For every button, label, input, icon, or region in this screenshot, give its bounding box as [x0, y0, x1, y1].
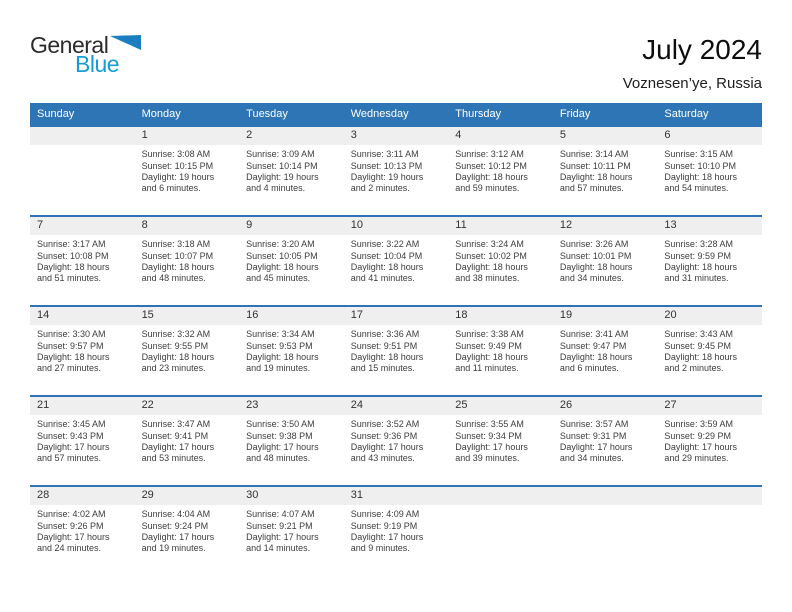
- day-cell-15: [135, 307, 240, 395]
- day-details: [553, 415, 658, 465]
- weekday-header-row: [30, 103, 762, 125]
- daylight-text: Daylight: 18 hours: [664, 352, 737, 362]
- day-details: [30, 505, 135, 555]
- day-details: [448, 235, 553, 285]
- sunrise-text: Sunrise: 3:34 AM: [246, 329, 315, 340]
- daylight-text: Daylight: 18 hours: [455, 352, 528, 362]
- day-cell-18: [448, 307, 553, 395]
- daylight-text: Daylight: 17 hours: [350, 442, 424, 452]
- sunset-text: Sunset: 10:15 PM: [141, 160, 214, 171]
- sunset-text: Sunset: 10:14 PM: [246, 160, 318, 171]
- day-details: [448, 415, 553, 465]
- day-cell-27: [657, 397, 762, 485]
- day-details: [657, 505, 762, 509]
- daylight-text: Daylight: 17 hours: [350, 532, 424, 542]
- day-cell-16: [239, 307, 344, 395]
- day-details: [239, 415, 344, 465]
- sunset-text: Sunset: 10:07 PM: [141, 250, 214, 261]
- daylight-text: and 53 minutes.: [141, 453, 206, 464]
- day-cell-11: [448, 217, 553, 305]
- sunset-text: Sunset: 9:34 PM: [455, 430, 522, 441]
- sunrise-text: Sunrise: 3:36 AM: [350, 329, 420, 340]
- day-cell-empty: [30, 127, 135, 215]
- daylight-text: and 31 minutes.: [664, 273, 729, 284]
- daylight-text: Daylight: 18 hours: [664, 262, 737, 272]
- daylight-text: and 27 minutes.: [37, 363, 102, 374]
- sunrise-text: Sunrise: 3:09 AM: [246, 149, 315, 160]
- day-details: [657, 145, 762, 195]
- day-details: [135, 145, 240, 195]
- weekday-header-sunday: Sunday: [37, 108, 75, 121]
- daylight-text: and 24 minutes.: [37, 543, 102, 554]
- sunset-text: Sunset: 9:29 PM: [664, 430, 731, 441]
- day-cell-14: [30, 307, 135, 395]
- day-cell-31: [344, 487, 449, 575]
- weekday-header-friday: Friday: [559, 108, 591, 121]
- day-details: [657, 415, 762, 465]
- day-cell-3: [344, 127, 449, 215]
- sunset-text: Sunset: 9:36 PM: [350, 430, 418, 441]
- daylight-text: and 34 minutes.: [559, 273, 624, 284]
- sunset-text: Sunset: 10:04 PM: [350, 250, 423, 261]
- day-cell-9: [239, 217, 344, 305]
- daylight-text: Daylight: 17 hours: [455, 442, 528, 452]
- day-cell-19: [553, 307, 658, 395]
- day-details: [239, 235, 344, 285]
- sunset-text: Sunset: 10:10 PM: [664, 160, 736, 171]
- day-details: [239, 325, 344, 375]
- page-subtitle: Voznesen’ye, Russia: [622, 75, 762, 93]
- day-number: 26: [553, 397, 658, 415]
- daylight-text: Daylight: 18 hours: [246, 352, 319, 362]
- day-cell-10: [344, 217, 449, 305]
- daylight-text: and 19 minutes.: [141, 543, 206, 554]
- day-number: 14: [30, 307, 135, 325]
- day-number: 22: [135, 397, 240, 415]
- daylight-text: and 11 minutes.: [455, 363, 519, 374]
- day-cell-22: [135, 397, 240, 485]
- sunrise-text: Sunrise: 3:32 AM: [141, 329, 211, 340]
- daylight-text: and 19 minutes.: [246, 363, 311, 374]
- daylight-text: and 15 minutes.: [350, 363, 415, 374]
- day-number: 20: [657, 307, 762, 325]
- weekday-header-thursday: Thursday: [455, 108, 502, 121]
- sunset-text: Sunset: 9:47 PM: [559, 340, 627, 351]
- daylight-text: and 57 minutes.: [37, 453, 102, 464]
- day-cell-4: [448, 127, 553, 215]
- sunrise-text: Sunrise: 3:15 AM: [664, 149, 733, 160]
- weekday-header-monday: Monday: [141, 108, 181, 121]
- day-details: [344, 235, 449, 285]
- day-cell-30: [239, 487, 344, 575]
- day-cell-20: [657, 307, 762, 395]
- general-blue-logo: [30, 34, 141, 76]
- sunrise-text: Sunrise: 3:11 AM: [350, 149, 419, 160]
- sunrise-text: Sunrise: 3:20 AM: [246, 239, 315, 250]
- day-cell-6: [657, 127, 762, 215]
- title-block: [623, 34, 762, 92]
- sunset-text: Sunset: 9:19 PM: [350, 520, 418, 531]
- daylight-text: and 41 minutes.: [350, 273, 415, 284]
- sunrise-text: Sunrise: 3:26 AM: [559, 239, 629, 250]
- sunrise-text: Sunrise: 3:12 AM: [455, 149, 524, 160]
- day-number: 31: [344, 487, 449, 505]
- sunset-text: Sunset: 9:55 PM: [141, 340, 209, 351]
- day-number: [553, 487, 658, 505]
- daylight-text: and 39 minutes.: [455, 453, 520, 464]
- sunset-text: Sunset: 10:05 PM: [246, 250, 318, 261]
- day-details: [657, 235, 762, 285]
- day-number: 15: [135, 307, 240, 325]
- day-cell-5: [553, 127, 658, 215]
- day-number: 7: [30, 217, 135, 235]
- day-cell-17: [344, 307, 449, 395]
- daylight-text: Daylight: 17 hours: [37, 442, 110, 452]
- day-details: [553, 505, 658, 509]
- day-number: 27: [657, 397, 762, 415]
- day-number: 16: [239, 307, 344, 325]
- day-details: [344, 415, 449, 465]
- day-number: 18: [448, 307, 553, 325]
- sunset-text: Sunset: 10:02 PM: [455, 250, 527, 261]
- day-number: 29: [135, 487, 240, 505]
- daylight-text: Daylight: 18 hours: [37, 352, 110, 362]
- sunset-text: Sunset: 9:53 PM: [246, 340, 313, 351]
- weekday-header-saturday: Saturday: [664, 108, 709, 121]
- day-details: [135, 415, 240, 465]
- calendar-table: [30, 103, 762, 575]
- day-details: [344, 325, 449, 375]
- day-number: [30, 127, 135, 145]
- weekday-header-wednesday: Wednesday: [350, 108, 409, 121]
- daylight-text: Daylight: 17 hours: [141, 532, 215, 542]
- day-number: 13: [657, 217, 762, 235]
- day-cell-29: [135, 487, 240, 575]
- day-number: 24: [344, 397, 449, 415]
- day-cell-2: [239, 127, 344, 215]
- logo-triangle-icon: [110, 35, 141, 51]
- day-cell-21: [30, 397, 135, 485]
- daylight-text: and 34 minutes.: [559, 453, 624, 464]
- daylight-text: and 6 minutes.: [141, 183, 201, 194]
- daylight-text: and 48 minutes.: [141, 273, 206, 284]
- weekday-header-tuesday: Tuesday: [246, 108, 288, 121]
- day-cell-23: [239, 397, 344, 485]
- daylight-text: Daylight: 17 hours: [141, 442, 215, 452]
- day-details: [135, 505, 240, 555]
- day-cell-empty: [448, 487, 553, 575]
- sunrise-text: Sunrise: 3:28 AM: [664, 239, 733, 250]
- week-row-1: [30, 125, 762, 215]
- daylight-text: and 29 minutes.: [664, 453, 729, 464]
- daylight-text: Daylight: 18 hours: [559, 352, 633, 362]
- daylight-text: Daylight: 18 hours: [141, 352, 215, 362]
- page-title: July 2024: [642, 34, 762, 65]
- day-number: 17: [344, 307, 449, 325]
- day-details: [344, 505, 449, 555]
- day-number: 2: [239, 127, 344, 145]
- day-number: 28: [30, 487, 135, 505]
- day-number: 6: [657, 127, 762, 145]
- daylight-text: Daylight: 18 hours: [664, 172, 737, 182]
- day-number: 11: [448, 217, 553, 235]
- sunrise-text: Sunrise: 3:18 AM: [141, 239, 211, 250]
- daylight-text: Daylight: 17 hours: [559, 442, 633, 452]
- daylight-text: Daylight: 19 hours: [350, 172, 424, 182]
- sunset-text: Sunset: 9:59 PM: [664, 250, 731, 261]
- sunset-text: Sunset: 9:43 PM: [37, 430, 104, 441]
- day-details: [448, 145, 553, 195]
- sunrise-text: Sunrise: 3:57 AM: [559, 419, 629, 430]
- sunset-text: Sunset: 9:51 PM: [350, 340, 418, 351]
- day-details: [553, 235, 658, 285]
- day-number: 25: [448, 397, 553, 415]
- daylight-text: Daylight: 18 hours: [246, 262, 319, 272]
- day-cell-25: [448, 397, 553, 485]
- day-details: [30, 235, 135, 285]
- daylight-text: Daylight: 18 hours: [455, 262, 528, 272]
- day-cell-empty: [657, 487, 762, 575]
- sunset-text: Sunset: 9:45 PM: [664, 340, 731, 351]
- sunset-text: Sunset: 10:12 PM: [455, 160, 527, 171]
- daylight-text: and 38 minutes.: [455, 273, 520, 284]
- sunset-text: Sunset: 9:41 PM: [141, 430, 209, 441]
- sunrise-text: Sunrise: 4:07 AM: [246, 509, 315, 520]
- daylight-text: and 57 minutes.: [559, 183, 624, 194]
- week-row-3: [30, 305, 762, 395]
- day-details: [448, 325, 553, 375]
- day-details: [553, 145, 658, 195]
- sunrise-text: Sunrise: 3:47 AM: [141, 419, 211, 430]
- sunrise-text: Sunrise: 4:04 AM: [141, 509, 211, 520]
- day-number: 1: [135, 127, 240, 145]
- daylight-text: Daylight: 17 hours: [664, 442, 737, 452]
- daylight-text: and 14 minutes.: [246, 543, 311, 554]
- sunrise-text: Sunrise: 3:22 AM: [350, 239, 420, 250]
- daylight-text: Daylight: 18 hours: [141, 262, 215, 272]
- logo-text-general: General: [30, 32, 109, 58]
- day-number: 3: [344, 127, 449, 145]
- day-cell-7: [30, 217, 135, 305]
- sunset-text: Sunset: 10:01 PM: [559, 250, 632, 261]
- daylight-text: Daylight: 17 hours: [246, 532, 319, 542]
- sunrise-text: Sunrise: 3:17 AM: [37, 239, 106, 250]
- day-details: [448, 505, 553, 509]
- day-cell-1: [135, 127, 240, 215]
- daylight-text: and 59 minutes.: [455, 183, 520, 194]
- day-number: 8: [135, 217, 240, 235]
- day-number: 10: [344, 217, 449, 235]
- sunset-text: Sunset: 9:57 PM: [37, 340, 104, 351]
- day-details: [657, 325, 762, 375]
- top-bar: [0, 0, 792, 92]
- daylight-text: and 2 minutes.: [664, 363, 724, 374]
- day-cell-28: [30, 487, 135, 575]
- daylight-text: and 4 minutes.: [246, 183, 306, 194]
- sunrise-text: Sunrise: 3:24 AM: [455, 239, 524, 250]
- sunrise-text: Sunrise: 3:43 AM: [664, 329, 733, 340]
- day-cell-24: [344, 397, 449, 485]
- day-details: [135, 325, 240, 375]
- daylight-text: and 51 minutes.: [37, 273, 102, 284]
- day-number: 12: [553, 217, 658, 235]
- sunrise-text: Sunrise: 3:45 AM: [37, 419, 106, 430]
- daylight-text: Daylight: 18 hours: [455, 172, 528, 182]
- daylight-text: Daylight: 18 hours: [350, 262, 424, 272]
- sunset-text: Sunset: 10:13 PM: [350, 160, 423, 171]
- day-cell-26: [553, 397, 658, 485]
- sunrise-text: Sunrise: 3:59 AM: [664, 419, 733, 430]
- logo-text-blue: Blue: [75, 51, 120, 77]
- daylight-text: Daylight: 19 hours: [141, 172, 215, 182]
- sunset-text: Sunset: 9:38 PM: [246, 430, 313, 441]
- day-details: [135, 235, 240, 285]
- sunrise-text: Sunrise: 3:14 AM: [559, 149, 629, 160]
- sunrise-text: Sunrise: 4:09 AM: [350, 509, 420, 520]
- day-number: [448, 487, 553, 505]
- day-details: [30, 415, 135, 465]
- day-details: [239, 145, 344, 195]
- day-number: 9: [239, 217, 344, 235]
- sunrise-text: Sunrise: 3:50 AM: [246, 419, 315, 430]
- daylight-text: and 6 minutes.: [559, 363, 619, 374]
- day-number: 19: [553, 307, 658, 325]
- daylight-text: and 2 minutes.: [350, 183, 410, 194]
- sunset-text: Sunset: 9:24 PM: [141, 520, 209, 531]
- daylight-text: Daylight: 18 hours: [350, 352, 424, 362]
- daylight-text: and 23 minutes.: [141, 363, 206, 374]
- sunset-text: Sunset: 9:21 PM: [246, 520, 313, 531]
- sunrise-text: Sunrise: 3:38 AM: [455, 329, 524, 340]
- sunset-text: Sunset: 9:49 PM: [455, 340, 522, 351]
- sunrise-text: Sunrise: 3:30 AM: [37, 329, 106, 340]
- day-cell-8: [135, 217, 240, 305]
- daylight-text: and 43 minutes.: [350, 453, 415, 464]
- day-cell-empty: [553, 487, 658, 575]
- week-row-5: [30, 485, 762, 575]
- day-details: [30, 325, 135, 375]
- daylight-text: and 45 minutes.: [246, 273, 311, 284]
- day-number: 4: [448, 127, 553, 145]
- week-row-2: [30, 215, 762, 305]
- day-number: 30: [239, 487, 344, 505]
- daylight-text: and 54 minutes.: [664, 183, 729, 194]
- sunrise-text: Sunrise: 4:02 AM: [37, 509, 106, 520]
- day-details: [30, 145, 135, 149]
- day-number: 5: [553, 127, 658, 145]
- sunset-text: Sunset: 10:08 PM: [37, 250, 109, 261]
- day-details: [239, 505, 344, 555]
- daylight-text: Daylight: 18 hours: [559, 172, 633, 182]
- daylight-text: Daylight: 17 hours: [246, 442, 319, 452]
- day-number: 23: [239, 397, 344, 415]
- sunrise-text: Sunrise: 3:52 AM: [350, 419, 420, 430]
- sunset-text: Sunset: 10:11 PM: [559, 160, 631, 171]
- day-number: [657, 487, 762, 505]
- day-number: 21: [30, 397, 135, 415]
- daylight-text: Daylight: 18 hours: [559, 262, 633, 272]
- sunrise-text: Sunrise: 3:08 AM: [141, 149, 211, 160]
- week-row-4: [30, 395, 762, 485]
- daylight-text: and 9 minutes.: [350, 543, 410, 554]
- daylight-text: and 48 minutes.: [246, 453, 311, 464]
- sunrise-text: Sunrise: 3:41 AM: [559, 329, 629, 340]
- daylight-text: Daylight: 18 hours: [37, 262, 110, 272]
- day-cell-12: [553, 217, 658, 305]
- daylight-text: Daylight: 19 hours: [246, 172, 319, 182]
- sunset-text: Sunset: 9:31 PM: [559, 430, 627, 441]
- day-details: [344, 145, 449, 195]
- day-details: [553, 325, 658, 375]
- daylight-text: Daylight: 17 hours: [37, 532, 110, 542]
- sunset-text: Sunset: 9:26 PM: [37, 520, 104, 531]
- sunrise-text: Sunrise: 3:55 AM: [455, 419, 524, 430]
- day-cell-13: [657, 217, 762, 305]
